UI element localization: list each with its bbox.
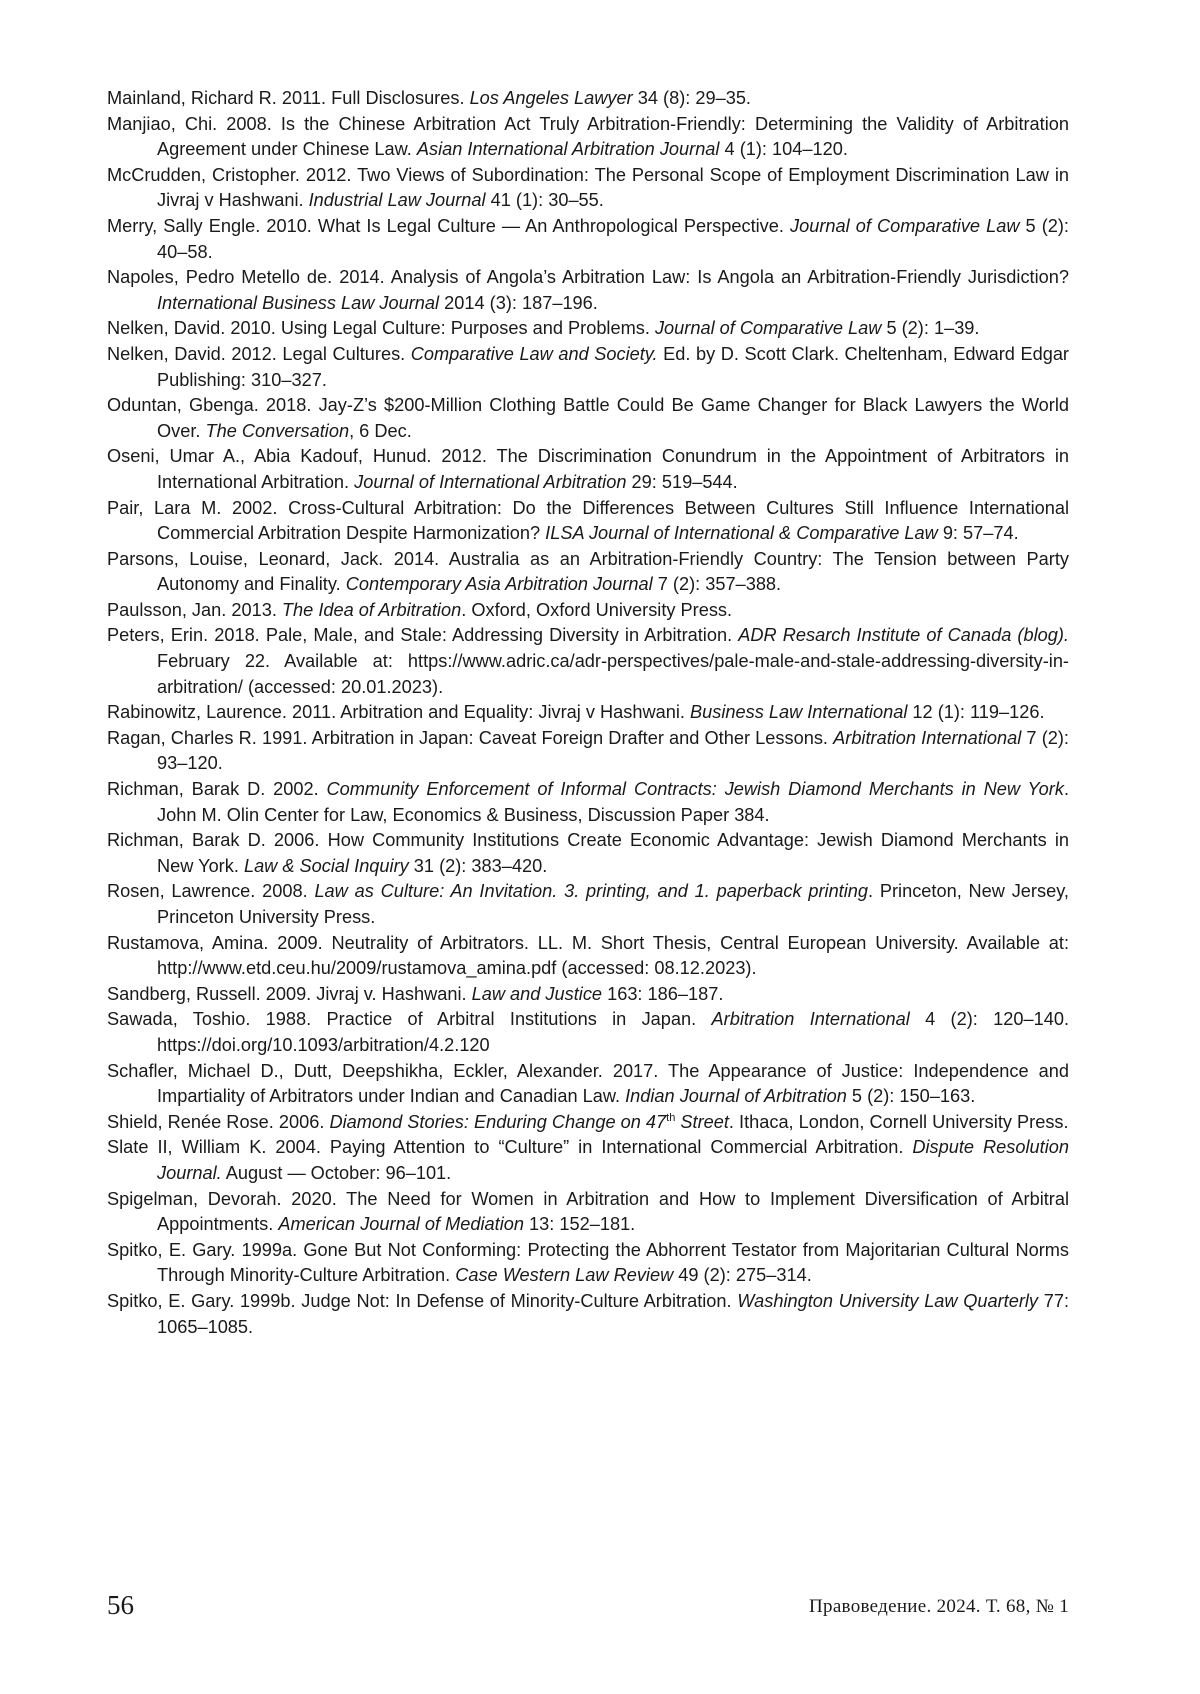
reference-details: February 22. Available at: https://www.adric.ca/adr-perspectives/pale-male-and-stale-addressing-diversity-in-arbitration/ (accessed: 20.01.2023). <box>157 651 1069 697</box>
reference-source-title: Law & Social Inquiry <box>243 855 409 876</box>
reference-text: Schafler, Michael D., Dutt, Deepshikha, Eckler, Alexander. 2017. The Appearance of Justice: Independence and Impartiality of Arbitrators under Indian and Canadian Law. <box>107 1060 1069 1107</box>
reference-details: 49 (2): 275–314. <box>673 1265 812 1286</box>
reference-details: . John M. Olin Center for Law, Economics & Business, Discussion Paper 384. <box>157 779 1069 825</box>
reference-entry <box>107 1289 1069 1340</box>
reference-text: Napoles, Pedro Metello de. 2014. Analysis of Angola’s Arbitration Law: Is Angola an Arbitration-Friendly Jurisdiction? <box>107 267 1069 288</box>
reference-source-title: Dispute Resolution Journal. <box>157 1137 1069 1183</box>
reference-source-title: Arbitration International <box>833 727 1022 748</box>
reference-entry <box>107 828 1069 879</box>
reference-source-title: Arbitration International <box>711 1009 910 1030</box>
reference-entry <box>107 342 1069 393</box>
reference-superscript: th <box>666 1111 676 1124</box>
reference-text: Oduntan, Gbenga. 2018. Jay-Z’s $200-Million Clothing Battle Could Be Game Changer for Black Lawyers the World Over. <box>107 395 1069 441</box>
reference-entry <box>107 982 1069 1008</box>
reference-details: 77: 1065–1085. <box>157 1290 1069 1337</box>
reference-details: August — October: 96–101. <box>221 1162 452 1183</box>
reference-text: Shield, Renée Rose. 2006. <box>107 1111 330 1132</box>
reference-source-title: Contemporary Asia Arbitration Journal <box>345 574 653 595</box>
reference-source-title: Community Enforcement of Informal Contracts: Jewish Diamond Merchants in New York <box>326 779 1064 800</box>
reference-text: Merry, Sally Engle. 2010. What Is Legal Culture — An Anthropological Perspective. <box>107 215 790 236</box>
reference-text: Manjiao, Chi. 2008. Is the Chinese Arbitration Act Truly Arbitration-Friendly: Determining the Validity of Arbitration Agreement under Chinese Law. <box>107 113 1069 160</box>
reference-details: Ed. by D. Scott Clark. Cheltenham, Edward Edgar Publishing: 310–327. <box>157 343 1069 390</box>
reference-text: Rabinowitz, Laurence. 2011. Arbitration and Equality: Jivraj v Hashwani. <box>107 702 690 723</box>
reference-source-title: International Business Law Journal <box>157 292 440 313</box>
reference-source-title: Journal of Comparative Law <box>654 318 882 339</box>
reference-details: 7 (2): 357–388. <box>652 574 782 595</box>
reference-source-title: Diamond Stories: Enduring Change on 47 <box>329 1111 667 1132</box>
reference-source-title: Journal of International Arbitration <box>354 471 627 492</box>
reference-details: , 6 Dec. <box>349 420 412 441</box>
reference-source-title: Law as Culture: An Invitation. 3. printing, and 1. paperback printing <box>314 881 869 902</box>
reference-details: 7 (2): 93–120. <box>157 727 1069 774</box>
reference-details: 31 (2): 383–420. <box>408 855 548 876</box>
reference-entry <box>107 112 1069 163</box>
reference-source-title: Case Western Law Review <box>455 1265 674 1286</box>
reference-entry <box>107 163 1069 214</box>
reference-source-title: Business Law International <box>689 702 908 723</box>
reference-text: Nelken, David. 2010. Using Legal Culture: Purposes and Problems. <box>107 318 655 339</box>
reference-entry <box>107 265 1069 316</box>
reference-source-title: Journal of Comparative Law <box>790 215 1020 236</box>
reference-source-title: Los Angeles Lawyer <box>469 88 633 108</box>
reference-entry <box>107 444 1069 495</box>
reference-text: Paulsson, Jan. 2013. <box>107 599 282 620</box>
reference-source-title: American Journal of Mediation <box>278 1214 524 1235</box>
reference-source-title: Asian International Arbitration Journal <box>416 139 720 160</box>
reference-text: Parsons, Louise, Leonard, Jack. 2014. Australia as an Arbitration-Friendly Country: The Tension between Party Autonomy and Finality. <box>107 548 1069 595</box>
reference-text: Spitko, E. Gary. 1999a. Gone But Not Conforming: Protecting the Abhorrent Testator from Majoritarian Cultural Norms Through Minority-Culture Arbitration. <box>107 1239 1069 1286</box>
reference-entry <box>107 214 1069 265</box>
reference-entry <box>107 1135 1069 1186</box>
reference-details: 34 (8): 29–35. <box>632 88 751 108</box>
reference-details: 9: 57–74. <box>937 523 1019 544</box>
reference-source-title: Street <box>675 1111 729 1132</box>
reference-text: Rosen, Lawrence. 2008. <box>107 881 315 902</box>
reference-text: Rustamova, Amina. 2009. Neutrality of Arbitrators. LL. M. Short Thesis, Central European University. Available at: http://www.etd.ceu.hu/2009/rustamova_amina.pdf (accessed: 08.12.2023). <box>107 932 1069 979</box>
reference-text: Slate II, William K. 2004. Paying Attention to “Culture” in International Commercial Arbitration. <box>107 1137 913 1158</box>
reference-text: Mainland, Richard R. 2011. Full Disclosures. <box>107 88 470 108</box>
reference-text: Oseni, Umar A., Abia Kadouf, Hunud. 2012. The Discrimination Conundrum in the Appointment of Arbitrators in International Arbitration. <box>107 446 1069 492</box>
reference-text: Peters, Erin. 2018. Pale, Male, and Stale: Addressing Diversity in Arbitration. <box>107 625 739 646</box>
reference-text: Pair, Lara M. 2002. Cross-Cultural Arbitration: Do the Differences Between Cultures Still Influence International Commercial Arbitration Despite Harmonization? <box>107 497 1069 544</box>
reference-entry <box>107 1007 1069 1058</box>
reference-source-title: ILSA Journal of International & Comparative Law <box>545 523 938 544</box>
reference-entry <box>107 598 1069 624</box>
reference-source-title: Comparative Law and Society. <box>410 343 658 364</box>
reference-entry <box>107 1187 1069 1238</box>
reference-text: Spitko, E. Gary. 1999b. Judge Not: In Defense of Minority-Culture Arbitration. <box>107 1290 738 1311</box>
reference-text: Spigelman, Devorah. 2020. The Need for Women in Arbitration and How to Implement Diversification of Arbitral Appointments. <box>107 1188 1069 1235</box>
reference-details: 13: 152–181. <box>523 1214 636 1235</box>
reference-details: 12 (1): 119–126. <box>907 702 1045 723</box>
reference-entry <box>107 86 1069 112</box>
reference-details: 41 (1): 30–55. <box>485 190 604 211</box>
reference-entry <box>107 1110 1069 1136</box>
reference-text: Sandberg, Russell. 2009. Jivraj v. Hashwani. <box>107 983 472 1004</box>
reference-details: 5 (2): 150–163. <box>846 1086 976 1107</box>
reference-source-title: Law and Justice <box>471 983 603 1004</box>
reference-entry <box>107 726 1069 777</box>
reference-entry <box>107 700 1069 726</box>
reference-entry <box>107 879 1069 930</box>
page-number: 56 <box>107 1590 134 1620</box>
reference-text: Ragan, Charles R. 1991. Arbitration in Japan: Caveat Foreign Drafter and Other Lessons. <box>107 727 834 748</box>
reference-text: Sawada, Toshio. 1988. Practice of Arbitral Institutions in Japan. <box>107 1009 712 1030</box>
reference-entry <box>107 393 1069 444</box>
reference-details: 2014 (3): 187–196. <box>439 292 598 313</box>
reference-source-title: Industrial Law Journal <box>308 190 486 211</box>
running-title: Правоведение. 2024. Т. 68, № 1 <box>809 1596 1069 1617</box>
reference-text: McCrudden, Cristopher. 2012. Two Views of Subordination: The Personal Scope of Employment Discrimination Law in Jivraj v Hashwani. <box>107 164 1069 211</box>
reference-text: Richman, Barak D. 2006. How Community Institutions Create Economic Advantage: Jewish Diamond Merchants in New York. <box>107 830 1069 876</box>
reference-entry <box>107 496 1069 547</box>
reference-details: 163: 186–187. <box>602 983 724 1004</box>
reference-details: 5 (2): 1–39. <box>881 318 980 339</box>
reference-list <box>107 86 1069 1340</box>
reference-text: Richman, Barak D. 2002. <box>107 779 327 800</box>
reference-source-title: Washington University Law Quarterly <box>737 1290 1039 1311</box>
reference-source-title: Indian Journal of Arbitration <box>625 1086 847 1107</box>
reference-source-title: ADR Resarch Institute of Canada (blog). <box>738 625 1069 646</box>
reference-entry <box>107 1059 1069 1110</box>
reference-text: Nelken, David. 2012. Legal Cultures. <box>107 343 411 364</box>
reference-details: 4 (2): 120–140. https://doi.org/10.1093/arbitration/4.2.120 <box>157 1009 1069 1055</box>
reference-details: 5 (2): 40–58. <box>157 215 1069 262</box>
reference-source-title: The Idea of Arbitration <box>281 599 462 620</box>
reference-source-title: The Conversation <box>205 420 350 441</box>
reference-details: 4 (1): 104–120. <box>719 139 848 160</box>
reference-details: . Princeton, New Jersey, Princeton University Press. <box>157 881 1069 927</box>
reference-entry <box>107 623 1069 700</box>
reference-entry <box>107 777 1069 828</box>
reference-entry <box>107 547 1069 598</box>
reference-details: . Ithaca, London, Cornell University Press. <box>728 1111 1069 1132</box>
reference-entry <box>107 1238 1069 1289</box>
reference-details: . Oxford, Oxford University Press. <box>461 599 733 620</box>
reference-entry <box>107 931 1069 982</box>
reference-details: 29: 519–544. <box>626 471 738 492</box>
reference-entry <box>107 316 1069 342</box>
